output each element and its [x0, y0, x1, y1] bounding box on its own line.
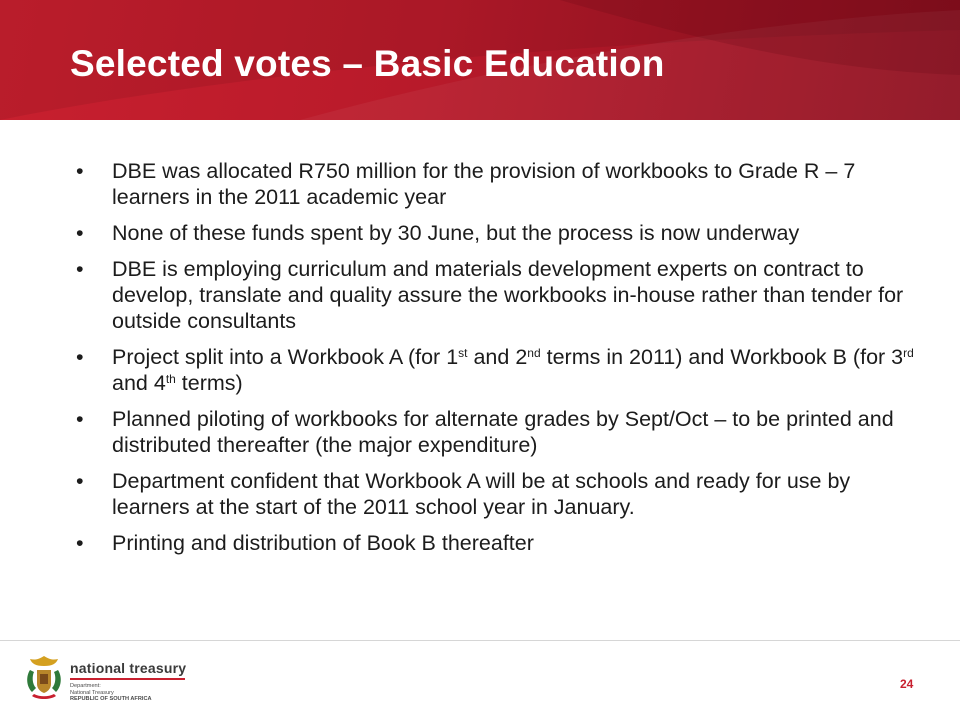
- text-run: Project split into a Workbook A (for 1: [112, 345, 459, 369]
- bullet-item: [72, 256, 922, 334]
- footer-divider: [0, 640, 960, 641]
- bullet-marker: •: [76, 257, 84, 281]
- bullet-marker: •: [76, 407, 84, 431]
- logo-underline: [70, 678, 185, 680]
- text-run: and 2: [467, 345, 528, 369]
- title-banner: [0, 0, 960, 120]
- bullet-item: [72, 406, 922, 458]
- slide-body: [72, 158, 922, 566]
- bullet-text: [112, 345, 914, 395]
- logo-department: Department:: [70, 683, 101, 689]
- logo-country: REPUBLIC OF SOUTH AFRICA: [70, 696, 152, 702]
- text-run: terms in 2011) and Workbook B (for 3: [540, 345, 904, 369]
- bullet-text: None of these funds spent by 30 June, but the process is now underway: [112, 221, 800, 245]
- bullet-marker: •: [76, 159, 84, 183]
- coat-of-arms-icon: [24, 654, 64, 702]
- logo-department-name: National Treasury: [70, 689, 114, 696]
- superscript: th: [165, 372, 176, 386]
- bullet-marker: •: [76, 345, 84, 369]
- logo-title: national treasury: [70, 660, 187, 676]
- bullet-text: Planned piloting of workbooks for alternate grades by Sept/Oct – to be printed and distributed thereafter (the major expenditure): [112, 407, 894, 457]
- page-number: 24: [900, 677, 914, 691]
- text-run: terms): [175, 371, 243, 395]
- bullet-text: DBE was allocated R750 million for the provision of workbooks to Grade R – 7 learners in the 2011 academic year: [112, 159, 856, 209]
- bullet-text: Printing and distribution of Book B thereafter: [112, 531, 534, 555]
- bullet-item: [72, 468, 922, 520]
- superscript: rd: [903, 346, 914, 360]
- bullet-item: [72, 530, 922, 556]
- text-run: and 4: [112, 371, 166, 395]
- bullet-item: [72, 158, 922, 210]
- bullet-marker: •: [76, 531, 84, 555]
- bullet-text: DBE is employing curriculum and materials development experts on contract to develop, translate and quality assure the workbooks in-house rather than tender for outside consultants: [112, 257, 904, 333]
- treasury-logo: [24, 654, 194, 704]
- bullet-item: [72, 344, 922, 396]
- superscript: st: [458, 346, 468, 360]
- bullet-item: [72, 220, 922, 246]
- bullet-list: [72, 158, 922, 556]
- bullet-text: Department confident that Workbook A will be at schools and ready for use by learners at the start of the 2011 school year in January.: [112, 469, 851, 519]
- bullet-marker: •: [76, 221, 84, 245]
- superscript: nd: [527, 346, 541, 360]
- slide-title: Selected votes – Basic Education: [70, 43, 665, 84]
- bullet-marker: •: [76, 469, 84, 493]
